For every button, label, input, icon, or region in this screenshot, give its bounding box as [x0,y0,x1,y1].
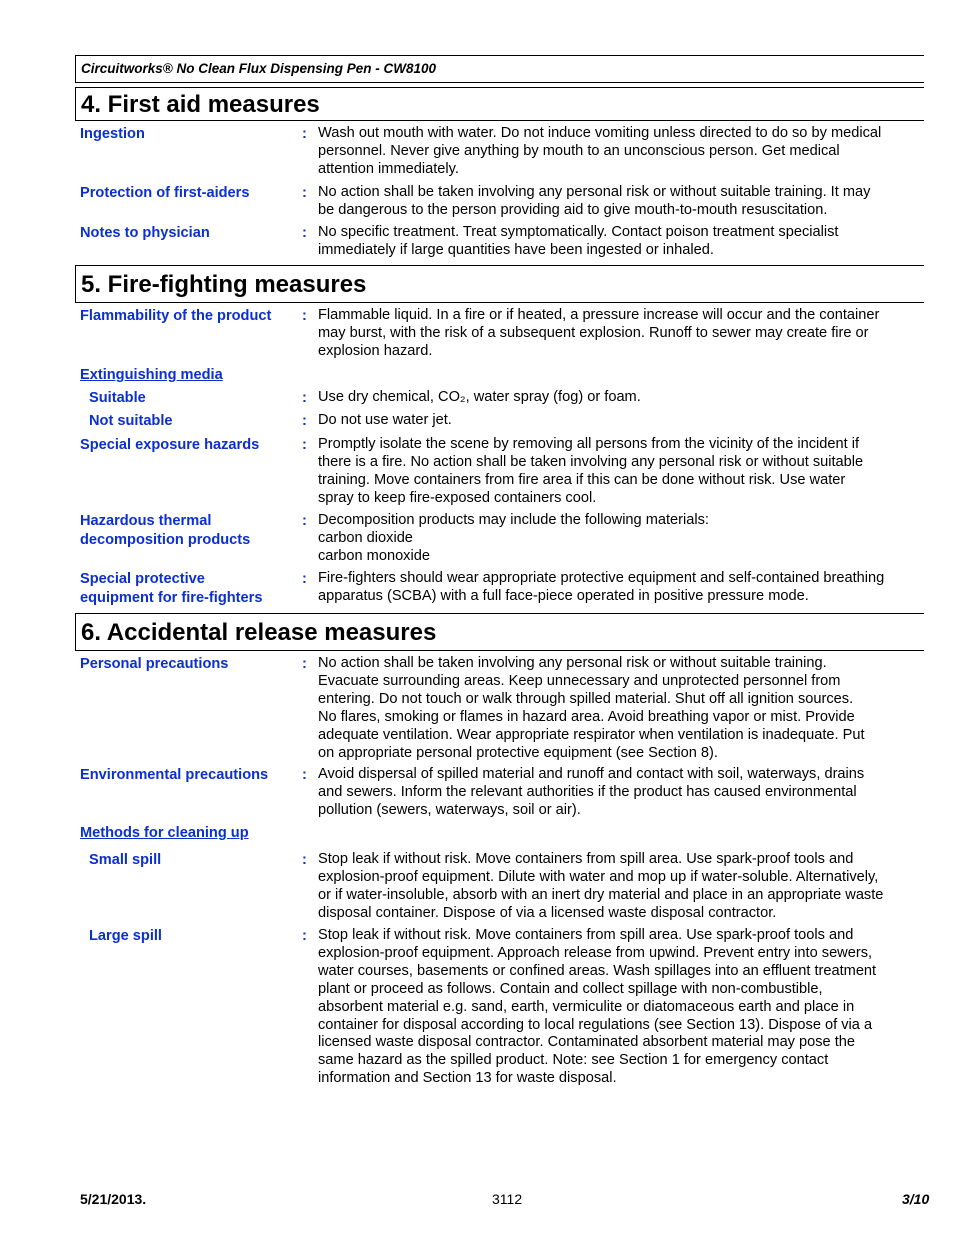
colon: : [302,126,307,142]
label-environmental-precautions: Environmental precautions [80,767,269,783]
text-special-protective-equipment: Fire-fighters should wear appropriate protective equipment and self-contained breathing apparatus (SCBA) with a full face-piece operated in positive pressure mode. [318,570,885,604]
colon: : [302,308,307,324]
product-title: Circuitworks® No Clean Flux Dispensing Pen - CW8100 [81,61,437,76]
colon: : [302,413,307,429]
label-personal-precautions: Personal precautions [80,656,229,672]
label-flammability: Flammability of the product [80,308,272,324]
text-environmental-precautions: Avoid dispersal of spilled material and runoff and contact with soil, waterways, drains and sewers. Inform the relevant authorities if the product has caused environmental pollution (sewers, waterways, soil or air). [318,766,865,818]
label-suitable: Suitable [89,390,146,406]
label-not-suitable: Not suitable [89,413,173,429]
section-6-title: 6. Accidental release measures [75,613,924,651]
label-small-spill: Small spill [89,852,162,868]
colon: : [302,225,307,241]
colon: : [302,571,307,587]
text-notes-to-physician: No specific treatment. Treat symptomatically. Contact poison treatment specialist immediately if large quantities have been ingested or inhaled. [318,224,839,258]
colon: : [302,767,307,783]
colon: : [302,437,307,453]
label-methods-for-cleaning-up: Methods for cleaning up [80,825,249,841]
label-special-protective-equipment: Special protective equipment for fire-fighters [80,571,263,606]
colon: : [302,513,307,529]
colon: : [302,852,307,868]
text-large-spill: Stop leak if without risk. Move containers from spill area. Use spark-proof tools and explosion-proof equipment. Approach release from upwind. Prevent entry into sewers, water courses, basements or confined areas. Wash spillages into an effluent treatment plant or proceed as follows. Contain and collect spillage with non-combustible, absorbent material e.g. sand, earth, vermiculite or diatomaceous earth and place in container for disposal according to local regulations (see Section 13). Dispose of via a licensed waste disposal contractor. Contaminated absorbent material may pose the same hazard as the spilled product. Note: see Section 1 for emergency contact information and Section 13 for waste disposal. [318,927,877,1087]
section-4-title: 4. First aid measures [75,87,924,121]
text-not-suitable: Do not use water jet. [318,412,452,428]
label-hazardous-thermal-decomposition: Hazardous thermal decomposition products [80,513,251,548]
colon: : [302,928,307,944]
footer-date: 5/21/2013. [80,1191,147,1207]
text-ingestion: Wash out mouth with water. Do not induce vomiting unless directed to do so by medical personnel. Never give anything by mouth to an unconscious person. Get medical attention immediately. [318,125,882,177]
text-protection-first-aiders: No action shall be taken involving any personal risk or without suitable training. It may be dangerous to the person providing aid to give mouth-to-mouth resuscitation. [318,184,871,218]
label-protection-first-aiders: Protection of first-aiders [80,185,250,201]
text-special-exposure-hazards: Promptly isolate the scene by removing all persons from the vicinity of the incident if there is a fire. No action shall be taken involving any personal risk or without suitable training. Move containers from fire area if this can be done without risk. Use water spray to keep fire-exposed containers cool. [318,436,864,506]
footer-code: 3112 [492,1191,523,1207]
text-small-spill: Stop leak if without risk. Move containers from spill area. Use spark-proof tools and explosion-proof equipment. Dilute with water and mop up if water-soluble. Alternatively, or if water-insoluble, absorb with an inert dry material and place in an appropriate waste disposal container. Dispose of via a licensed waste disposal contractor. [318,851,884,921]
label-extinguishing-media: Extinguishing media [80,367,223,383]
document-header [75,55,924,83]
text-flammability: Flammable liquid. In a fire or if heated, a pressure increase will occur and the container may burst, with the risk of a subsequent explosion. Runoff to sewer may create fire or explosion hazard. [318,307,880,359]
section-5-title: 5. Fire-fighting measures [75,265,924,303]
colon: : [302,185,307,201]
label-special-exposure-hazards: Special exposure hazards [80,437,260,453]
label-notes-to-physician: Notes to physician [80,225,210,241]
label-large-spill: Large spill [89,928,162,944]
text-suitable: Use dry chemical, CO₂, water spray (fog) or foam. [318,389,641,405]
colon: : [302,390,307,406]
text-hazardous-thermal-decomposition: Decomposition products may include the following materials: carbon dioxide carbon monoxide [318,512,709,564]
label-ingestion: Ingestion [80,126,145,142]
colon: : [302,656,307,672]
footer-page-number: 3/10 [902,1191,930,1207]
text-personal-precautions: No action shall be taken involving any personal risk or without suitable training. Evacuate surrounding areas. Keep unnecessary and unprotected personnel from entering. Do not touch or walk through spilled material. Shut off all ignition sources. No flares, smoking or flames in hazard area. Avoid breathing vapor or mist. Provide adequate ventilation. Wear appropriate respirator when ventilation is inadequate. Put on appropriate personal protective equipment (see Section 8). [318,655,865,761]
